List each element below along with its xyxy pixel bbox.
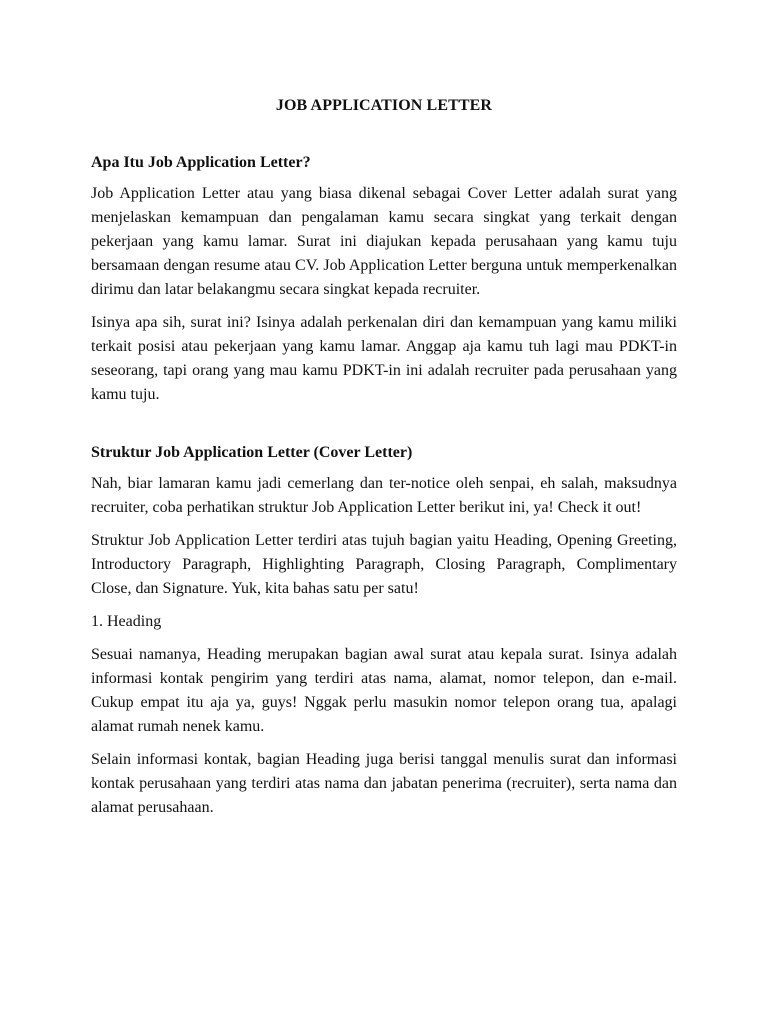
paragraph: Nah, biar lamaran kamu jadi cemerlang dan ter-notice oleh senpai, eh salah, maksudnya recruiter, coba perhatikan struktur Job Application Letter berikut ini, ya! Check it out! bbox=[91, 475, 677, 516]
paragraph: Sesuai namanya, Heading merupakan bagian awal surat atau kepala surat. Isinya adalah informasi kontak pengirim yang terdiri atas nama, alamat, nomor telepon, dan e-mail. Cukup empat itu aja ya, guys! Nggak perlu masukin nomor telepon orang tua, apalagi alamat rumah nenek kamu. bbox=[91, 646, 677, 735]
paragraph: Isinya apa sih, surat ini? Isinya adalah perkenalan diri dan kemampuan yang kamu miliki terkait posisi atau pekerjaan yang kamu lamar. Anggap aja kamu tuh lagi mau PDKT-in seseorang, tapi orang yang mau kamu PDKT-in ini adalah recruiter pada perusahaan yang kamu tuju. bbox=[91, 314, 677, 403]
section-what-is bbox=[91, 151, 677, 407]
section-spacer bbox=[91, 416, 677, 441]
paragraph: Struktur Job Application Letter terdiri atas tujuh bagian yaitu Heading, Opening Greeting, Introductory Paragraph, Highlighting Paragraph, Closing Paragraph, Complimentary Close, dan Signature. Yuk, kita bahas satu per satu! bbox=[91, 532, 677, 597]
section-structure bbox=[91, 441, 677, 820]
paragraph: Job Application Letter atau yang biasa dikenal sebagai Cover Letter adalah surat yang menjelaskan kemampuan dan pengalaman kamu secara singkat yang terkait dengan pekerjaan yang kamu lamar. Surat ini diajukan kepada perusahaan yang kamu tuju bersamaan dengan resume atau CV. Job Application Letter berguna untuk memperkenalkan dirimu dan latar belakangmu secara singkat kepada recruiter. bbox=[91, 185, 677, 298]
document-title: JOB APPLICATION LETTER bbox=[275, 97, 493, 114]
section-heading: Struktur Job Application Letter (Cover Letter) bbox=[91, 444, 413, 461]
subheading-heading: 1. Heading bbox=[91, 613, 162, 630]
section-heading: Apa Itu Job Application Letter? bbox=[91, 154, 311, 171]
paragraph: Selain informasi kontak, bagian Heading juga berisi tanggal menulis surat dan informasi kontak perusahaan yang terdiri atas nama dan jabatan penerima (recruiter), serta nama dan alamat perusahaan. bbox=[91, 751, 677, 816]
